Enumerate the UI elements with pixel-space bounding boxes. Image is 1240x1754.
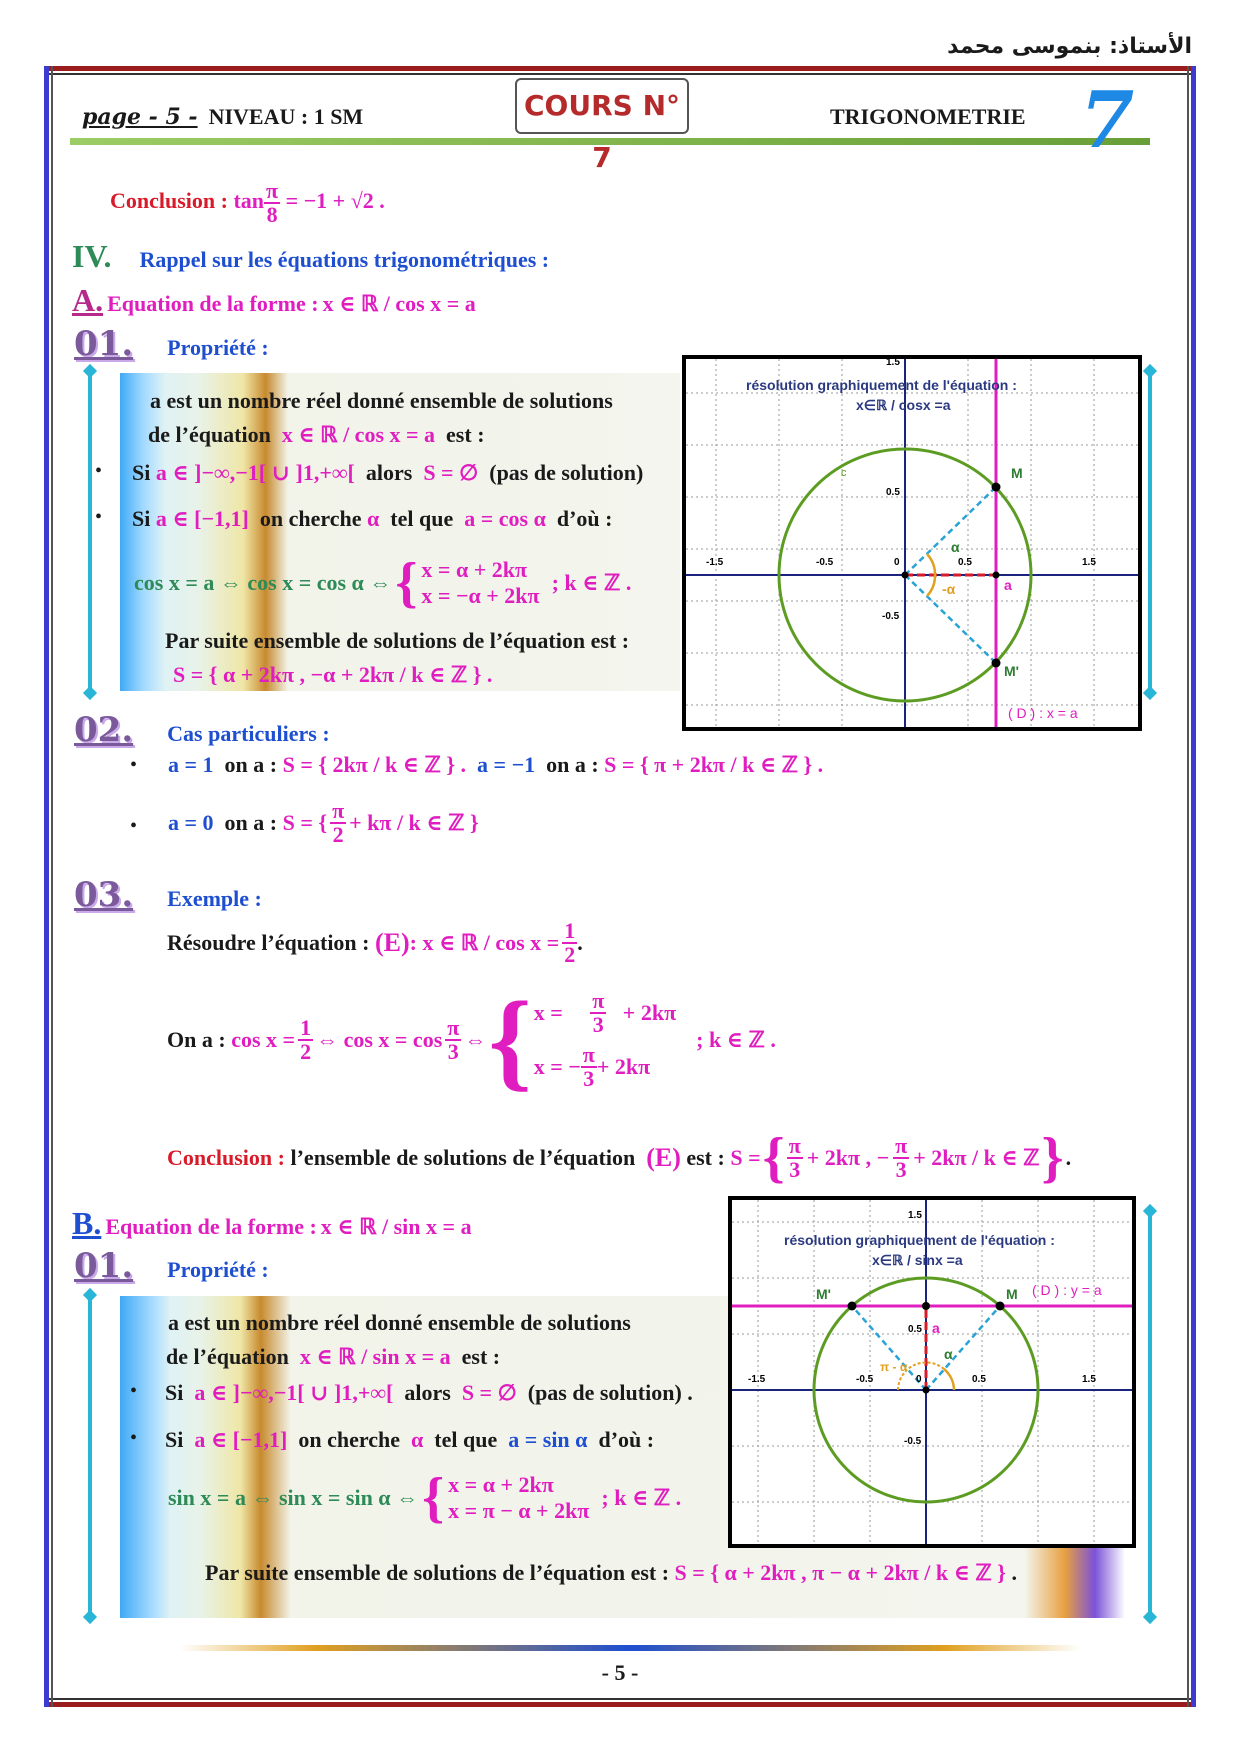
graph-sin-title2: x∈ℝ / sinx =a [872, 1252, 963, 1268]
graph-cos-svg [686, 359, 1138, 727]
box-a-equivalence: cos x = a ⇔ cos x = cos α ⇔ { x = α + 2kπ x = −α + 2kπ ; k ∈ ℤ . [134, 552, 632, 614]
logo-seven: 7 [1080, 75, 1135, 166]
section-iv-title: Rappel sur les équations trigonométriques : [139, 247, 550, 272]
example-conclusion: Conclusion : l’ensemble de solutions de l’équation (E) est : S = { $\frac{\pi}{3}$ + 2kπ , − $\frac{\pi}{3}$ + 2kπ / k ∈ ℤ } . [167, 1127, 1072, 1189]
part-b-prop-title: Propriété : [167, 1257, 269, 1282]
page-number: - 5 - [601, 1660, 639, 1685]
box-b-rail-left [88, 1294, 92, 1616]
box-a-diamond-bottom [83, 686, 97, 700]
box-b-equivalence: sin x = a ⇔ sin x = sin α ⇔ { x = α + 2kπ x = π − α + 2kπ ; k ∈ ℤ . [168, 1467, 682, 1529]
tick-x-2-b: 0 [916, 1374, 922, 1385]
example-title: Exemple : [167, 886, 262, 911]
graph-cos-title1: résolution graphiquement de l'équation : [746, 377, 1017, 393]
box-b-diamond-right-top [1143, 1204, 1157, 1218]
example-solution-steps: On a : cos x = $\frac{1}{2}$ ⇔ cos x = cos $\frac{\pi}{3}$ ⇔ { x = $\frac{\pi}{3}$ + 2kπ x = − $\frac{\pi}{3}$ + 2kπ ; k ∈ ℤ . [167, 979, 776, 1101]
line-d-label-b: ( D ) : y = a [1032, 1282, 1102, 1298]
tick-x-3: 0.5 [958, 557, 972, 568]
part-a-letter: A. [72, 282, 104, 318]
tan-expr-right: = −1 + √2 . [285, 188, 385, 214]
frame-bottom-inner [44, 1698, 1196, 1700]
alpha-label-b: α [944, 1346, 953, 1362]
header-left [82, 104, 363, 130]
tick-x-4-b: 1.5 [1082, 1374, 1096, 1385]
part-a-prop-title: Propriété : [167, 335, 269, 360]
box-a-case1: Si a ∈ ]−∞,−1[ ∪ ]1,+∞[ alors S = ∅ (pas de solution) [132, 460, 644, 485]
example-statement: Résoudre l’équation : (E) : x ∈ ℝ / cos x = $\frac{1}{2}$ . [167, 918, 583, 967]
tick-y-1-b: 0.5 [908, 1324, 922, 1335]
box-b-diamond-bottom [83, 1610, 97, 1624]
box-b-case2: Si a ∈ [−1,1] on cherche α tel que a = sin α d’où : [165, 1427, 655, 1452]
graph-sin [728, 1196, 1136, 1548]
frame-left-inner [51, 66, 53, 1707]
box-a-diamond-right-bottom [1143, 686, 1157, 700]
bullet-icon: • [130, 1427, 138, 1449]
example-num: 03. [74, 875, 134, 915]
tick-y-2: -0.5 [882, 611, 900, 622]
box-b-line2: de l’équation x ∈ ℝ / sin x = a est : [166, 1344, 501, 1369]
box-a-line2: de l’équation x ∈ ℝ / cos x = a est : [148, 422, 485, 447]
box-a-line1: a est un nombre réel donné ensemble de solutions [150, 388, 613, 413]
tick-x-1: -0.5 [816, 557, 834, 568]
frame-top [44, 66, 1196, 71]
tick-x-3-b: 0.5 [972, 1374, 986, 1385]
case-a-0: a = 0 on a : S = { $\frac{\pi}{2}$ + kπ / k ∈ ℤ } [168, 798, 479, 847]
cases-heading [74, 710, 330, 750]
frame-bottom [44, 1702, 1196, 1707]
box-b-par-suite: Par suite ensemble de solutions de l’équation est : S = { α + 2kπ , π − α + 2kπ / k ∈ ℤ } . [205, 1560, 1017, 1585]
box-b-line1: a est un nombre réel donné ensemble de solutions [168, 1310, 631, 1335]
pi-minus-alpha-label: π - α [880, 1360, 908, 1374]
bullet-icon: • [130, 754, 138, 776]
tick-x-0: -1.5 [706, 557, 724, 568]
part-b-eq: x ∈ ℝ / sin x = a [320, 1214, 472, 1239]
frame-right [1191, 66, 1196, 1707]
a-label-b: a [932, 1320, 940, 1336]
page-label: page - 5 - [82, 104, 198, 130]
line-d-label: ( D ) : x = a [1008, 705, 1078, 721]
box-b-case1: Si a ∈ ]−∞,−1[ ∪ ]1,+∞[ alors S = ∅ (pas de solution) . [165, 1380, 693, 1405]
box-b-rail-right [1148, 1210, 1152, 1616]
author-name: الأستاذ: بنموسى محمد [947, 34, 1192, 59]
tan-frac: $\frac{\pi}{8}$ [266, 178, 279, 227]
frame-left [44, 66, 49, 1707]
section-iv-num: IV. [72, 238, 112, 274]
tick-x-2: 0 [894, 557, 900, 568]
part-a-heading [72, 282, 476, 319]
tick-x-4: 1.5 [1082, 557, 1096, 568]
alpha-label: α [951, 539, 960, 555]
tick-x-0-b: -1.5 [748, 1374, 766, 1385]
tick-y-2-b: -0.5 [904, 1436, 922, 1447]
part-b-heading [72, 1205, 472, 1242]
conclusion-label: Conclusion : [110, 188, 228, 214]
part-b-letter: B. [72, 1205, 102, 1241]
box-a-case2: Si a ∈ [−1,1] on cherche α tel que a = cos α d’où : [132, 506, 613, 531]
graph-cos [682, 355, 1142, 731]
part-a-title: Equation de la forme : [107, 291, 319, 316]
box-a-diamond-top [83, 364, 97, 378]
bullet-icon: • [130, 815, 138, 837]
example-heading [74, 875, 262, 915]
tick-y-1: 0.5 [886, 487, 900, 498]
level-label: NIVEAU : 1 SM [208, 104, 364, 129]
part-b-title: Equation de la forme : [105, 1214, 317, 1239]
footer-rule [180, 1645, 1080, 1651]
section-iv [72, 238, 549, 275]
bullet-icon: • [130, 1380, 138, 1402]
box-a-rail-right [1148, 370, 1152, 690]
point-mp-label: M' [1004, 663, 1019, 679]
part-a-prop-num: 01. [74, 324, 134, 364]
case-a-1-and-minus-1: a = 1 on a : S = { 2kπ / k ∈ ℤ } . a = −1 on a : S = { π + 2kπ / k ∈ ℤ } . [168, 752, 824, 777]
tick-y-0: 1.5 [886, 357, 900, 368]
c-label: c [841, 467, 847, 479]
graph-sin-title1: résolution graphiquement de l'équation : [784, 1232, 1055, 1248]
minus-alpha-label: -α [942, 581, 956, 597]
tick-x-1-b: -0.5 [856, 1374, 874, 1385]
cases-title: Cas particuliers : [167, 721, 330, 746]
box-a-diamond-right-top [1143, 364, 1157, 378]
box-a-par-suite: Par suite ensemble de solutions de l’équation est : [165, 628, 630, 653]
box-a-rail [88, 370, 92, 690]
part-a-prop-heading [74, 324, 269, 364]
frame-top-inner [44, 73, 1196, 75]
subject-title: TRIGONOMETRIE [830, 104, 1026, 129]
part-b-prop-heading [74, 1246, 269, 1286]
point-m-label: M [1011, 465, 1023, 481]
cases-num: 02. [74, 710, 134, 750]
part-a-eq: x ∈ ℝ / cos x = a [322, 291, 476, 316]
point-m-label-b: M [1006, 1286, 1018, 1302]
conclusion-tan [110, 180, 385, 226]
bullet-icon: • [95, 506, 103, 528]
bullet-icon: • [95, 460, 103, 482]
part-b-prop-num: 01. [74, 1246, 134, 1286]
box-b-diamond-top [83, 1288, 97, 1302]
graph-cos-title2: x∈ℝ / cosx =a [856, 397, 951, 413]
box-a-solution: S = { α + 2kπ , −α + 2kπ / k ∈ ℤ } . [173, 662, 493, 687]
tick-y-0-b: 1.5 [908, 1210, 922, 1221]
box-b-diamond-right-bottom [1143, 1610, 1157, 1624]
point-mp-label-b: M' [816, 1286, 831, 1302]
a-label: a [1004, 577, 1012, 593]
course-badge: COURS N° 7 [515, 78, 689, 134]
frame-right-inner [1187, 66, 1189, 1707]
tan-expr-left: tan [233, 188, 265, 214]
